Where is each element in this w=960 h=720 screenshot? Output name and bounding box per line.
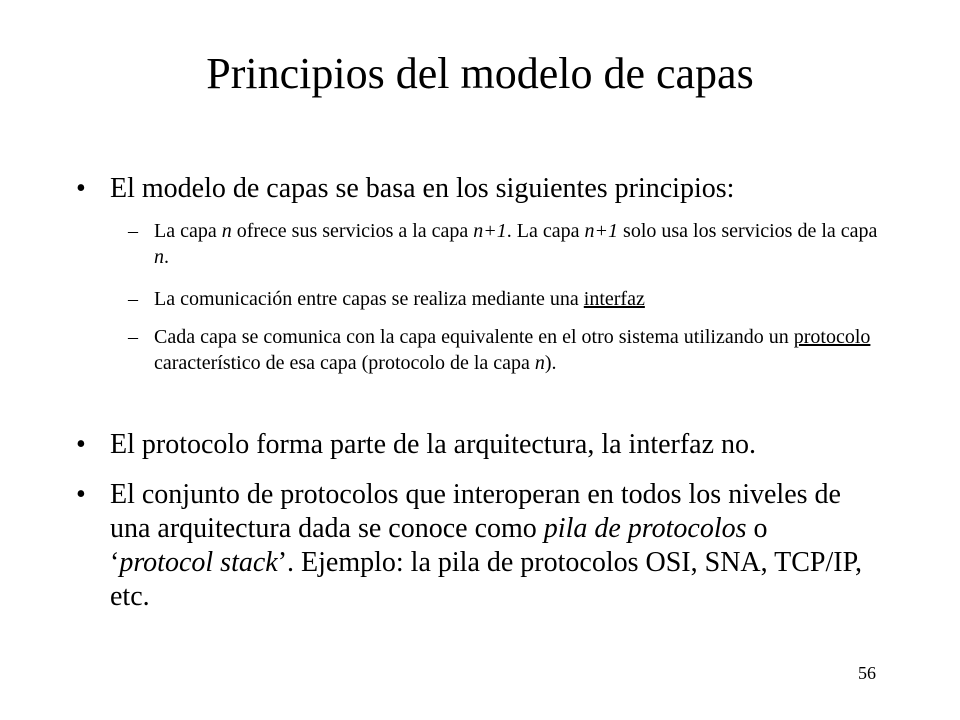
sub-item	[128, 324, 878, 376]
interfaz-term: interfaz	[583, 288, 645, 310]
slide-title: Principios del modelo de capas	[206, 49, 754, 98]
bullet-text: El conjunto de protocolos que interoperan en todos los niveles de una arquitectura dada se conoce como pila de protocolos o ‘protocol stack’. Ejemplo: la pila de protocolos OSI, SNA, TCP/IP, etc.	[110, 479, 863, 612]
bullet-item	[76, 478, 876, 614]
page-number: 56	[858, 663, 876, 683]
sub-item	[128, 286, 878, 312]
sub-item-text: La comunicación entre capas se realiza mediante una interfaz	[154, 288, 645, 310]
sub-item	[128, 218, 878, 270]
bullet-item	[76, 428, 876, 462]
bullet-text: El modelo de capas se basa en los siguientes principios:	[110, 173, 735, 204]
sub-item-text: La capa n ofrece sus servicios a la capa n+1. La capa n+1 solo usa los servicios de la capa n.	[154, 220, 878, 268]
bullet-marker: •	[76, 429, 86, 460]
bullet-marker: •	[76, 173, 86, 204]
sub-marker: –	[128, 220, 138, 242]
sub-item-text: Cada capa se comunica con la capa equivalente en el otro sistema utilizando un protocolo característico de esa capa (protocolo de la capa n).	[154, 326, 871, 374]
protocolo-term: protocolo	[793, 326, 871, 348]
sub-marker: –	[128, 326, 138, 348]
sub-marker: –	[128, 288, 138, 310]
bullet-item	[76, 172, 876, 206]
bullet-text: El protocolo forma parte de la arquitectura, la interfaz no.	[110, 429, 757, 460]
bullet-marker: •	[76, 479, 86, 510]
